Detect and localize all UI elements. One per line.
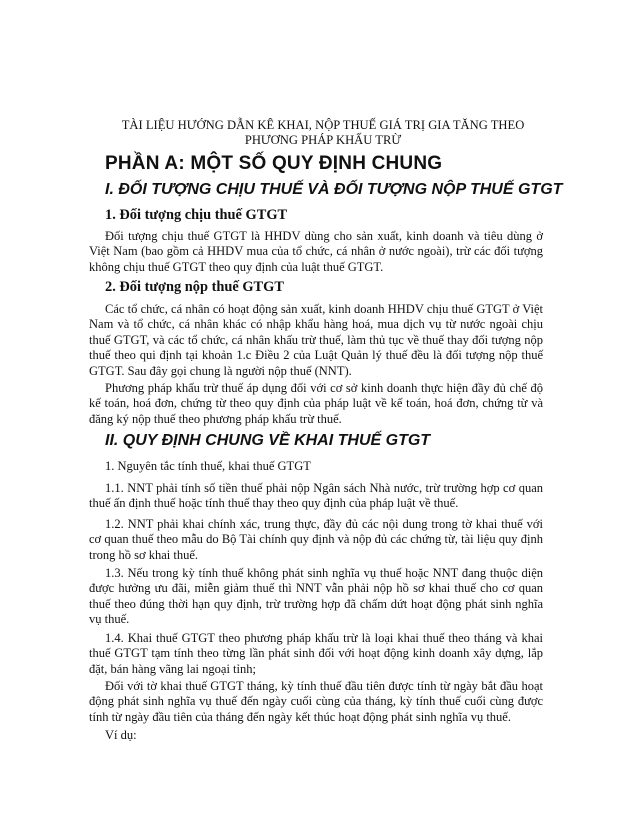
- example-label: Ví dụ:: [105, 728, 137, 742]
- subsection-2-paragraph-1: Các tổ chức, cá nhân có hoạt động sản xuất, kinh doanh HHDV chịu thuế GTGT ở Việt Nam và tổ chức, cá nhân khác có nhập khẩu hàng hoá, mua dịch vụ từ nước ngoài chịu thuế GTGT, và các tổ chức, cá nhân khấu trừ thuế, làm thủ tục về thuế thay đối tượng nộp thuế theo qui định tại khoản 1.c Điều 2 của Luật Quản lý thuế đều là đối tượng nộp thuế GTGT. Sau đây gọi chung là người nộp thuế (NNT).: [89, 302, 543, 378]
- section-2-heading: II. QUY ĐỊNH CHUNG VỀ KHAI THUẾ GTGT: [105, 432, 431, 449]
- paragraph-1-1: 1.1. NNT phải tính số tiền thuế phải nộp Ngân sách Nhà nước, trừ trường hợp cơ quan thuế ấn định thuế hoặc tính thuế thay theo quy định của pháp luật về thuế.: [89, 481, 543, 511]
- document-title-line-2: PHƯƠNG PHÁP KHẤU TRỪ: [244, 133, 402, 147]
- subsection-2-paragraph-2: Phương pháp khấu trừ thuế áp dụng đối với cơ sở kinh doanh thực hiện đầy đủ chế độ kế toán, hoá đơn, chứng từ theo quy định của pháp luật về kế toán, hoá đơn, chứng từ và đăng ký nộp thuế theo phương pháp khấu trừ thuế.: [89, 381, 543, 426]
- subsection-1-heading: 1. Đối tượng chịu thuế GTGT: [105, 207, 288, 223]
- section-1-heading: I. ĐỐI TƯỢNG CHỊU THUẾ VÀ ĐỐI TƯỢNG NỘP THUẾ GTGT: [105, 181, 563, 198]
- paragraph-1-2: 1.2. NNT phải khai chính xác, trung thực, đầy đủ các nội dung trong tờ khai thuế với cơ quan thuế theo mẫu do Bộ Tài chính quy định và nộp đủ các chứng từ, tài liệu quy định trong hồ sơ khai thuế.: [89, 517, 543, 562]
- principle-heading: 1. Nguyên tắc tính thuế, khai thuế GTGT: [105, 459, 311, 473]
- paragraph-1-5: Đối với tờ khai thuế GTGT tháng, kỳ tính thuế đầu tiên được tính từ ngày bắt đầu hoạt động phát sinh nghĩa vụ thuế đến ngày cuối cùng của tháng, kỳ tính thuế cuối cùng được tính từ ngày đầu tiên của tháng đến ngày kết thúc hoạt động phát sinh nghĩa vụ thuế.: [89, 679, 543, 724]
- paragraph-1-3: 1.3. Nếu trong kỳ tính thuế không phát sinh nghĩa vụ thuế hoặc NNT đang thuộc diện được hưởng ưu đãi, miễn giảm thuế thì NNT vẫn phải nộp hồ sơ khai thuế cho cơ quan thuế theo đúng thời hạn quy định, trừ trường hợp đã chấm dứt hoạt động phát sinh nghĩa vụ thuế.: [89, 566, 543, 627]
- paragraph-1-4: 1.4. Khai thuế GTGT theo phương pháp khấu trừ là loại khai thuế theo tháng và khai thuế GTGT tạm tính theo từng lần phát sinh đối với hoạt động kinh doanh xây dựng, lắp đặt, bán hàng vãng lai ngoại tỉnh;: [89, 631, 543, 676]
- subsection-2-heading: 2. Đối tượng nộp thuế GTGT: [105, 279, 284, 295]
- document-title-line-1: TÀI LIỆU HƯỚNG DẪN KÊ KHAI, NỘP THUẾ GIÁ TRỊ GIA TĂNG THEO: [121, 118, 525, 132]
- document-title: [96, 118, 550, 148]
- subsection-1-paragraph: Đối tượng chịu thuế GTGT là HHDV dùng cho sản xuất, kinh doanh và tiêu dùng ở Việt Nam (bao gồm cả HHDV mua của tổ chức, cá nhân ở nước ngoài), trừ các đối tượng không chịu thuế GTGT theo quy định của luật thuế GTGT.: [89, 229, 543, 274]
- part-a-heading: PHẦN A: MỘT SỐ QUY ĐỊNH CHUNG: [105, 153, 443, 174]
